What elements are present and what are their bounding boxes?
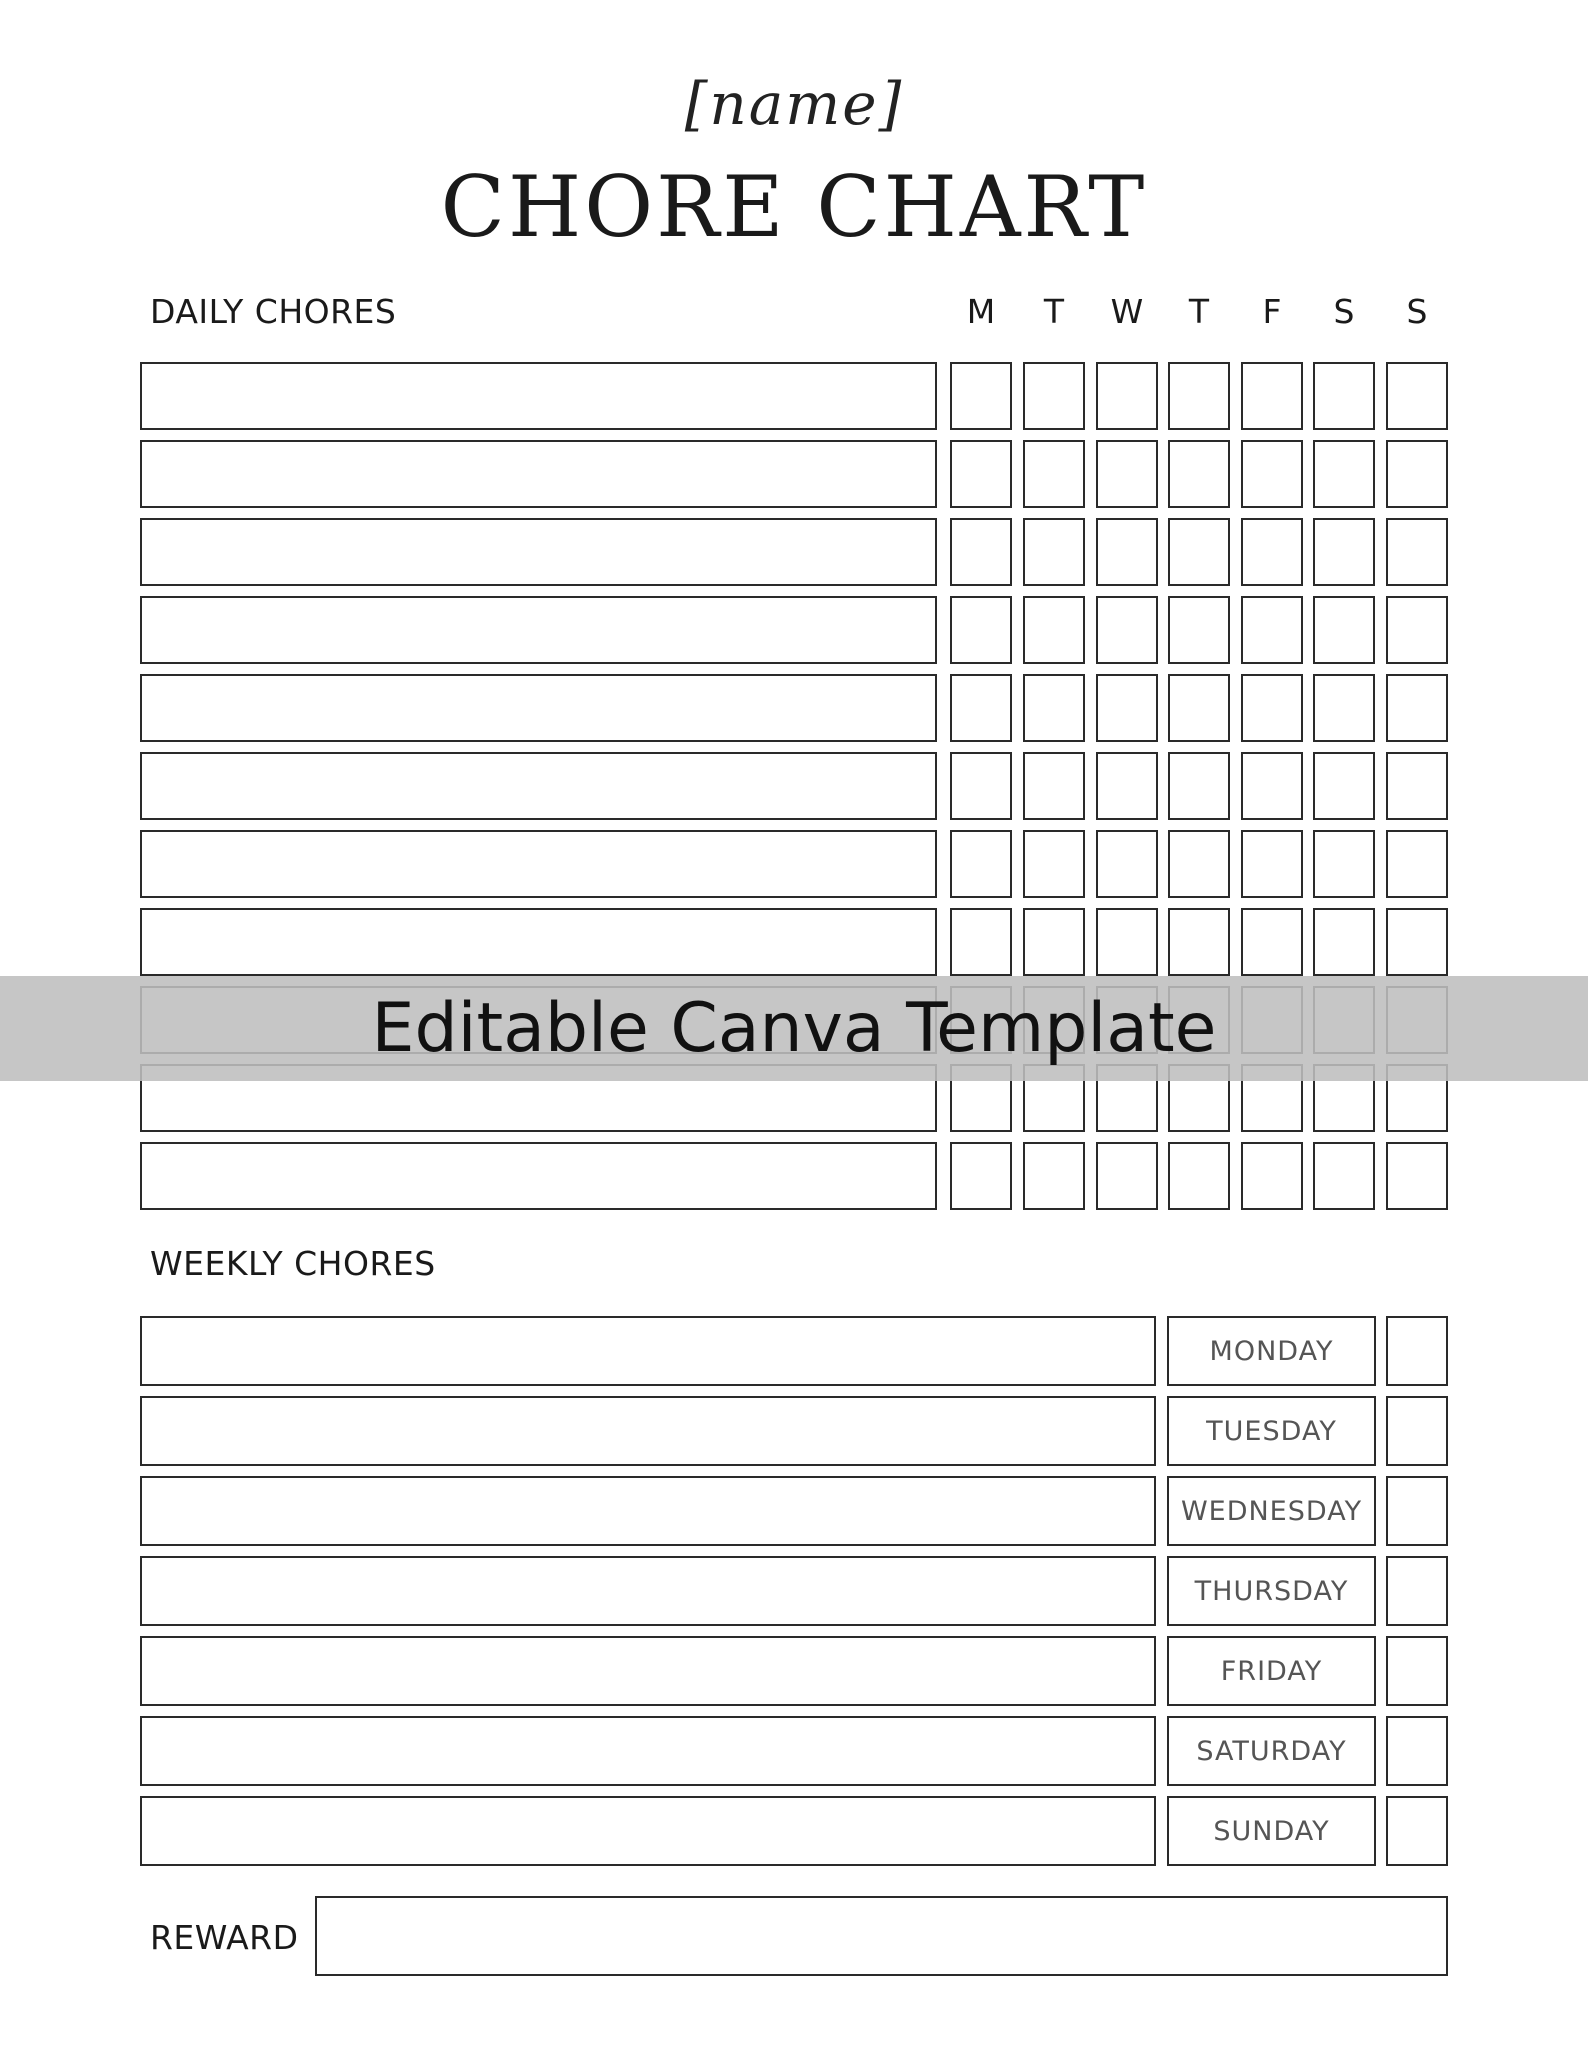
daily-checkbox[interactable] <box>1023 518 1085 586</box>
watermark-text: Editable Canva Template <box>371 989 1217 1068</box>
daily-checkbox[interactable] <box>1168 674 1230 742</box>
daily-checkbox[interactable] <box>1168 908 1230 976</box>
daily-checkbox[interactable] <box>1313 362 1375 430</box>
watermark-banner <box>0 976 1588 1081</box>
daily-checkbox[interactable] <box>1096 908 1158 976</box>
weekly-checkbox[interactable] <box>1386 1716 1448 1786</box>
weekly-chore-input[interactable] <box>140 1716 1156 1786</box>
weekly-day-label: TUESDAY <box>1167 1396 1376 1466</box>
weekly-checkbox[interactable] <box>1386 1476 1448 1546</box>
daily-checkbox[interactable] <box>1313 440 1375 508</box>
daily-day-header: W <box>1110 292 1144 331</box>
daily-checkbox[interactable] <box>1241 596 1303 664</box>
weekly-chore-input[interactable] <box>140 1316 1156 1386</box>
daily-checkbox[interactable] <box>1313 908 1375 976</box>
daily-checkbox[interactable] <box>1096 518 1158 586</box>
weekly-day-label: MONDAY <box>1167 1316 1376 1386</box>
daily-checkbox[interactable] <box>950 518 1012 586</box>
weekly-checkbox[interactable] <box>1386 1796 1448 1866</box>
weekly-checkbox[interactable] <box>1386 1396 1448 1466</box>
daily-checkbox[interactable] <box>1023 440 1085 508</box>
daily-checkbox[interactable] <box>1386 518 1448 586</box>
daily-chore-input[interactable] <box>140 830 937 898</box>
daily-checkbox[interactable] <box>1168 518 1230 586</box>
daily-chore-input[interactable] <box>140 362 937 430</box>
daily-checkbox[interactable] <box>1168 1142 1230 1210</box>
daily-checkbox[interactable] <box>1241 908 1303 976</box>
daily-checkbox[interactable] <box>1241 674 1303 742</box>
daily-checkbox[interactable] <box>1386 830 1448 898</box>
daily-checkbox[interactable] <box>1386 674 1448 742</box>
daily-checkbox[interactable] <box>950 596 1012 664</box>
weekly-day-label: WEDNESDAY <box>1167 1476 1376 1546</box>
weekly-checkbox[interactable] <box>1386 1316 1448 1386</box>
weekly-chore-input[interactable] <box>140 1636 1156 1706</box>
daily-checkbox[interactable] <box>1386 596 1448 664</box>
daily-checkbox[interactable] <box>1168 752 1230 820</box>
daily-checkbox[interactable] <box>1241 518 1303 586</box>
weekly-day-label: FRIDAY <box>1167 1636 1376 1706</box>
weekly-chore-input[interactable] <box>140 1796 1156 1866</box>
daily-checkbox[interactable] <box>1386 362 1448 430</box>
daily-checkbox[interactable] <box>1096 596 1158 664</box>
daily-checkbox[interactable] <box>1313 674 1375 742</box>
daily-checkbox[interactable] <box>950 362 1012 430</box>
daily-checkbox[interactable] <box>1313 1142 1375 1210</box>
weekly-checkbox[interactable] <box>1386 1556 1448 1626</box>
daily-chore-input[interactable] <box>140 752 937 820</box>
daily-chore-input[interactable] <box>140 518 937 586</box>
daily-checkbox[interactable] <box>1313 518 1375 586</box>
reward-label: REWARD <box>150 1918 299 1957</box>
daily-checkbox[interactable] <box>1023 1142 1085 1210</box>
daily-chore-input[interactable] <box>140 1142 937 1210</box>
daily-checkbox[interactable] <box>1096 752 1158 820</box>
daily-checkbox[interactable] <box>1168 596 1230 664</box>
daily-checkbox[interactable] <box>950 674 1012 742</box>
weekly-day-label: THURSDAY <box>1167 1556 1376 1626</box>
daily-checkbox[interactable] <box>1241 440 1303 508</box>
daily-chore-input[interactable] <box>140 440 937 508</box>
daily-checkbox[interactable] <box>1023 362 1085 430</box>
daily-day-header: T <box>1188 292 1210 331</box>
daily-day-header: F <box>1262 292 1282 331</box>
daily-checkbox[interactable] <box>1096 362 1158 430</box>
daily-checkbox[interactable] <box>1313 752 1375 820</box>
daily-chore-input[interactable] <box>140 596 937 664</box>
daily-checkbox[interactable] <box>1386 440 1448 508</box>
page-title: CHORE CHART <box>440 158 1148 256</box>
reward-field[interactable] <box>315 1896 1448 1976</box>
daily-checkbox[interactable] <box>1096 674 1158 742</box>
daily-checkbox[interactable] <box>1241 1142 1303 1210</box>
daily-day-header: S <box>1406 292 1428 331</box>
daily-checkbox[interactable] <box>950 752 1012 820</box>
daily-chore-input[interactable] <box>140 674 937 742</box>
daily-chore-input[interactable] <box>140 908 937 976</box>
weekly-day-label: SUNDAY <box>1167 1796 1376 1866</box>
name-placeholder: [name] <box>684 70 904 138</box>
daily-checkbox[interactable] <box>1096 830 1158 898</box>
daily-checkbox[interactable] <box>1096 1142 1158 1210</box>
daily-checkbox[interactable] <box>950 1142 1012 1210</box>
daily-checkbox[interactable] <box>1023 674 1085 742</box>
daily-checkbox[interactable] <box>950 830 1012 898</box>
daily-checkbox[interactable] <box>1313 596 1375 664</box>
daily-day-header: T <box>1043 292 1065 331</box>
daily-checkbox[interactable] <box>1023 752 1085 820</box>
weekly-chores-label: WEEKLY CHORES <box>150 1244 436 1283</box>
daily-checkbox[interactable] <box>950 908 1012 976</box>
daily-checkbox[interactable] <box>1168 440 1230 508</box>
daily-checkbox[interactable] <box>1023 830 1085 898</box>
weekly-chore-input[interactable] <box>140 1476 1156 1546</box>
daily-checkbox[interactable] <box>1313 830 1375 898</box>
weekly-chore-input[interactable] <box>140 1396 1156 1466</box>
daily-checkbox[interactable] <box>1096 440 1158 508</box>
daily-day-header: M <box>966 292 996 331</box>
daily-checkbox[interactable] <box>1023 596 1085 664</box>
daily-day-header: S <box>1333 292 1355 331</box>
daily-checkbox[interactable] <box>1241 752 1303 820</box>
daily-checkbox[interactable] <box>1023 908 1085 976</box>
daily-checkbox[interactable] <box>950 440 1012 508</box>
daily-chores-label: DAILY CHORES <box>150 292 397 331</box>
daily-checkbox[interactable] <box>1168 830 1230 898</box>
daily-checkbox[interactable] <box>1168 362 1230 430</box>
daily-checkbox[interactable] <box>1386 908 1448 976</box>
daily-checkbox[interactable] <box>1386 1142 1448 1210</box>
daily-checkbox[interactable] <box>1241 362 1303 430</box>
weekly-day-label: SATURDAY <box>1167 1716 1376 1786</box>
daily-checkbox[interactable] <box>1241 830 1303 898</box>
weekly-checkbox[interactable] <box>1386 1636 1448 1706</box>
daily-checkbox[interactable] <box>1386 752 1448 820</box>
weekly-chore-input[interactable] <box>140 1556 1156 1626</box>
